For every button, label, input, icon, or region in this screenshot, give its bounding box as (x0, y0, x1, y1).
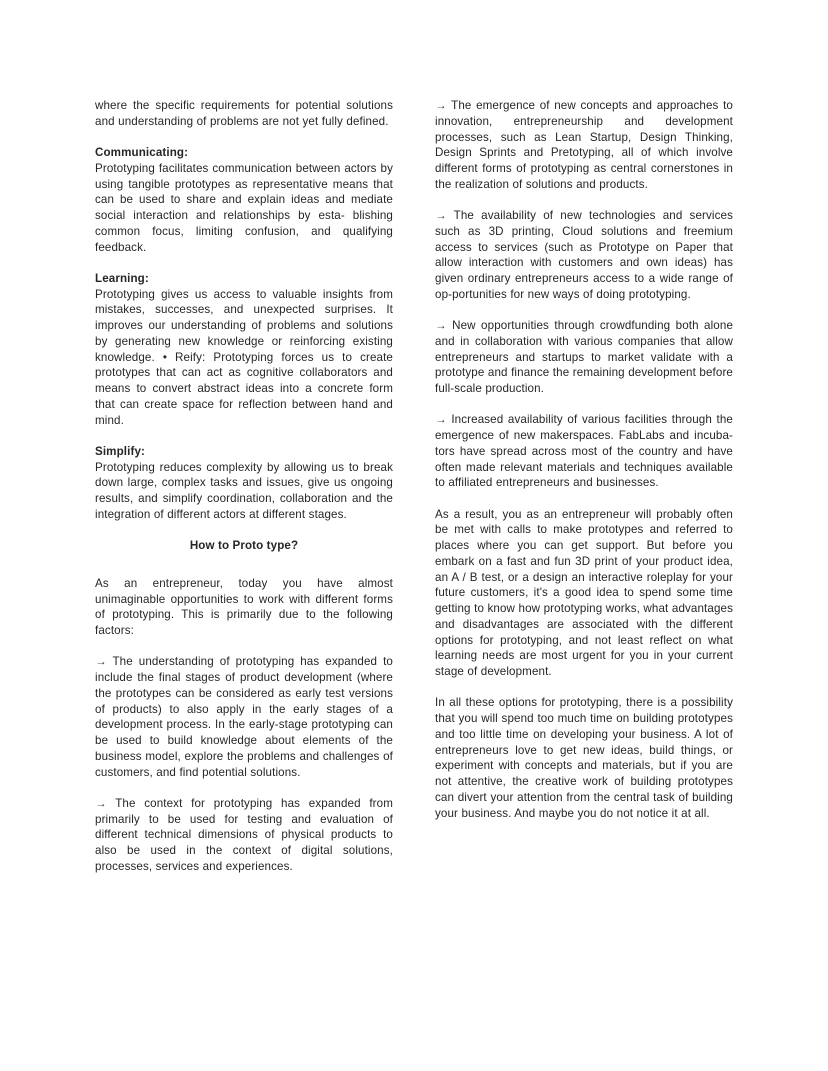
right-text-column (435, 98, 733, 837)
body-paragraph: As a result, you as an entrepreneur will probably often be met with calls to make prototypes and referred to places where you can get support. But before you embark on a fast and fun 3D print of your product idea, an A / B test, or a design an interactive roleplay for your future customers, it's a good idea to spend some time getting to know how prototyping works, what advantages and disadvantages are associated with the different options for prototyping, and not least reflect on what learning needs are most urgent for you in your current stage of development. (435, 507, 733, 678)
arrow-bullet-paragraph (95, 796, 393, 875)
paragraph-text: The context for prototyping has expanded from primarily to be used for testing and evaluation of different technical dimensions of physical products to also be used in the context of digital solutions, processes, services and experiences. (95, 796, 393, 873)
body-paragraph: Prototyping gives us access to valuable insights from mistakes, successes, and unexpected surprises. It improves our understanding of problems and solutions by generating new knowledge or reinforcing existing knowledge. • Reify: Prototyping forces us to create prototypes that can act as cognitive collaborators and means to convert abstract ideas into a concrete form that can create space for reflection between hand and mind. (95, 287, 393, 427)
section-heading: Communicating: (95, 146, 189, 159)
arrow-bullet-icon: → (435, 99, 447, 112)
section-heading: Simplify: (95, 444, 146, 458)
arrow-bullet-icon: → (435, 319, 447, 332)
paragraph-text: Increased availability of various facilities through the emergence of new makerspaces. FabLabs and incuba- tors have spread across most of the country and have often made relevant materials and techniques available to affiliated entrepreneurs and businesses. (435, 413, 733, 490)
arrow-bullet-icon: → (95, 796, 107, 810)
body-paragraph: Prototyping facilitates communication between actors by using tangible prototypes as representative means that can be used to share and explain ideas and mediate social interaction and relationships by esta- blishing common focus, limiting confusion, and qualifying feedback. (95, 161, 393, 254)
arrow-bullet-paragraph (435, 208, 733, 303)
paragraph-text: The availability of new technologies and services such as 3D printing, Cloud solutions and freemium access to services (such as Prototype on Paper that allow interaction with customers and own ideas) has given ordinary entrepreneurs access to a wide range of op-portunities for new ways of doing prototyping. (435, 209, 733, 301)
two-column-text-body (95, 98, 733, 875)
body-paragraph: where the specific requirements for potential solutions and understanding of problems are not yet fully defined. (95, 99, 393, 128)
arrow-bullet-icon: → (435, 413, 447, 427)
arrow-bullet-paragraph (435, 318, 733, 397)
section-heading: Learning: (95, 271, 149, 285)
arrow-bullet-icon: → (95, 655, 107, 669)
paragraph-text: The understanding of prototyping has expanded to include the final stages of product development (where the prototypes can be considered as early test versions of products) to also apply in the early stages of a development process. In the early-stage prototyping can be used to build knowledge about elements of the business model, explore the problems and challenges of customers, and find potential solutions. (95, 655, 393, 779)
left-text-column (95, 98, 393, 875)
arrow-bullet-paragraph (435, 98, 733, 193)
centered-section-heading: How to Proto type? (189, 539, 299, 552)
arrow-bullet-paragraph (95, 654, 393, 780)
paragraph-text: New opportunities through crowdfunding both alone and in collaboration with various companies that allow entrepreneurs and startups to market validate with a prototype and finance the remaining development before full-scale production. (435, 319, 734, 395)
body-paragraph: As an entrepreneur, today you have almost unimaginable opportunities to work with different forms of prototyping. This is primarily due to the following factors: (95, 576, 393, 637)
paragraph-text: The emergence of new concepts and approaches to innovation, entrepreneurship and development processes, such as Lean Startup, Design Thinking, Design Sprints and Pretotyping, all of which involve different forms of prototyping as central cornerstones in the realization of solutions and products. (435, 99, 733, 191)
arrow-bullet-paragraph (435, 412, 733, 491)
body-paragraph: In all these options for prototyping, there is a possibility that you will spend too much time on building prototypes and too little time on developing your business. A lot of entrepreneurs love to get new ideas, build things, or experiment with concepts and materials, but if you are not attentive, the creative work of building prototypes can divert your attention from the central task of building your business. And maybe you do not notice it at all. (435, 696, 733, 820)
body-paragraph: Prototyping reduces complexity by allowing us to break down large, complex tasks and issues, give us ongoing results, and simplify coordination, collaboration and the integration of different actors at different stages. (95, 460, 393, 521)
arrow-bullet-icon: → (435, 209, 447, 222)
